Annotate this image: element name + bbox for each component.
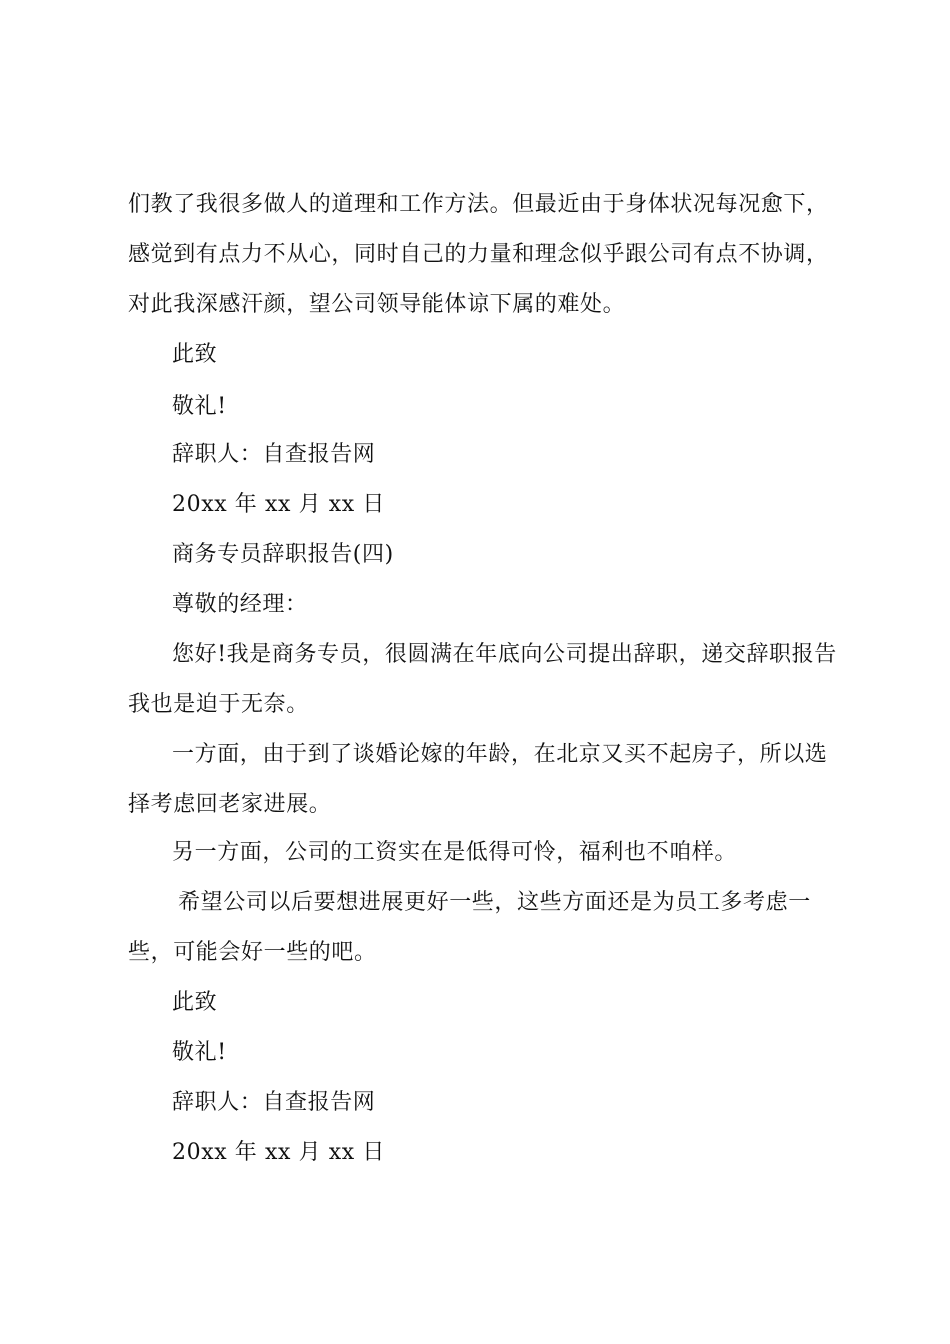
- closing-regards: 敬礼!: [172, 394, 227, 419]
- paragraph-line: 对此我深感汗颜，望公司领导能体谅下属的难处。: [128, 292, 626, 317]
- signature-name: 辞职人：自查报告网: [172, 442, 376, 467]
- paragraph-line: 您好!我是商务专员，很圆满在年底向公司提出辞职，递交辞职报告: [172, 642, 837, 667]
- paragraph-line: 希望公司以后要想进展更好一些，这些方面还是为员工多考虑一: [178, 890, 811, 915]
- paragraph-line: 另一方面，公司的工资实在是低得可怜，福利也不咱样。: [172, 840, 738, 865]
- signature-date: 20xx 年 xx 月 xx 日: [172, 1140, 386, 1165]
- closing-salutation: 此致: [172, 342, 218, 367]
- closing-salutation: 此致: [172, 990, 218, 1015]
- closing-regards: 敬礼!: [172, 1040, 227, 1065]
- section-title: 商务专员辞职报告(四): [172, 542, 394, 567]
- signature-date: 20xx 年 xx 月 xx 日: [172, 492, 386, 517]
- signature-name: 辞职人：自查报告网: [172, 1090, 376, 1115]
- paragraph-line: 我也是迫于无奈。: [128, 692, 309, 717]
- paragraph-line: 感觉到有点力不从心，同时自己的力量和理念似乎跟公司有点不协调，: [128, 242, 829, 267]
- paragraph-line: 择考虑回老家进展。: [128, 792, 332, 817]
- paragraph-line: 些，可能会好一些的吧。: [128, 940, 377, 965]
- greeting: 尊敬的经理：: [172, 592, 308, 617]
- paragraph-line: 一方面，由于到了谈婚论嫁的年龄，在北京又买不起房子，所以选: [172, 742, 828, 767]
- paragraph-line: 们教了我很多做人的道理和工作方法。但最近由于身体状况每况愈下，: [128, 192, 829, 217]
